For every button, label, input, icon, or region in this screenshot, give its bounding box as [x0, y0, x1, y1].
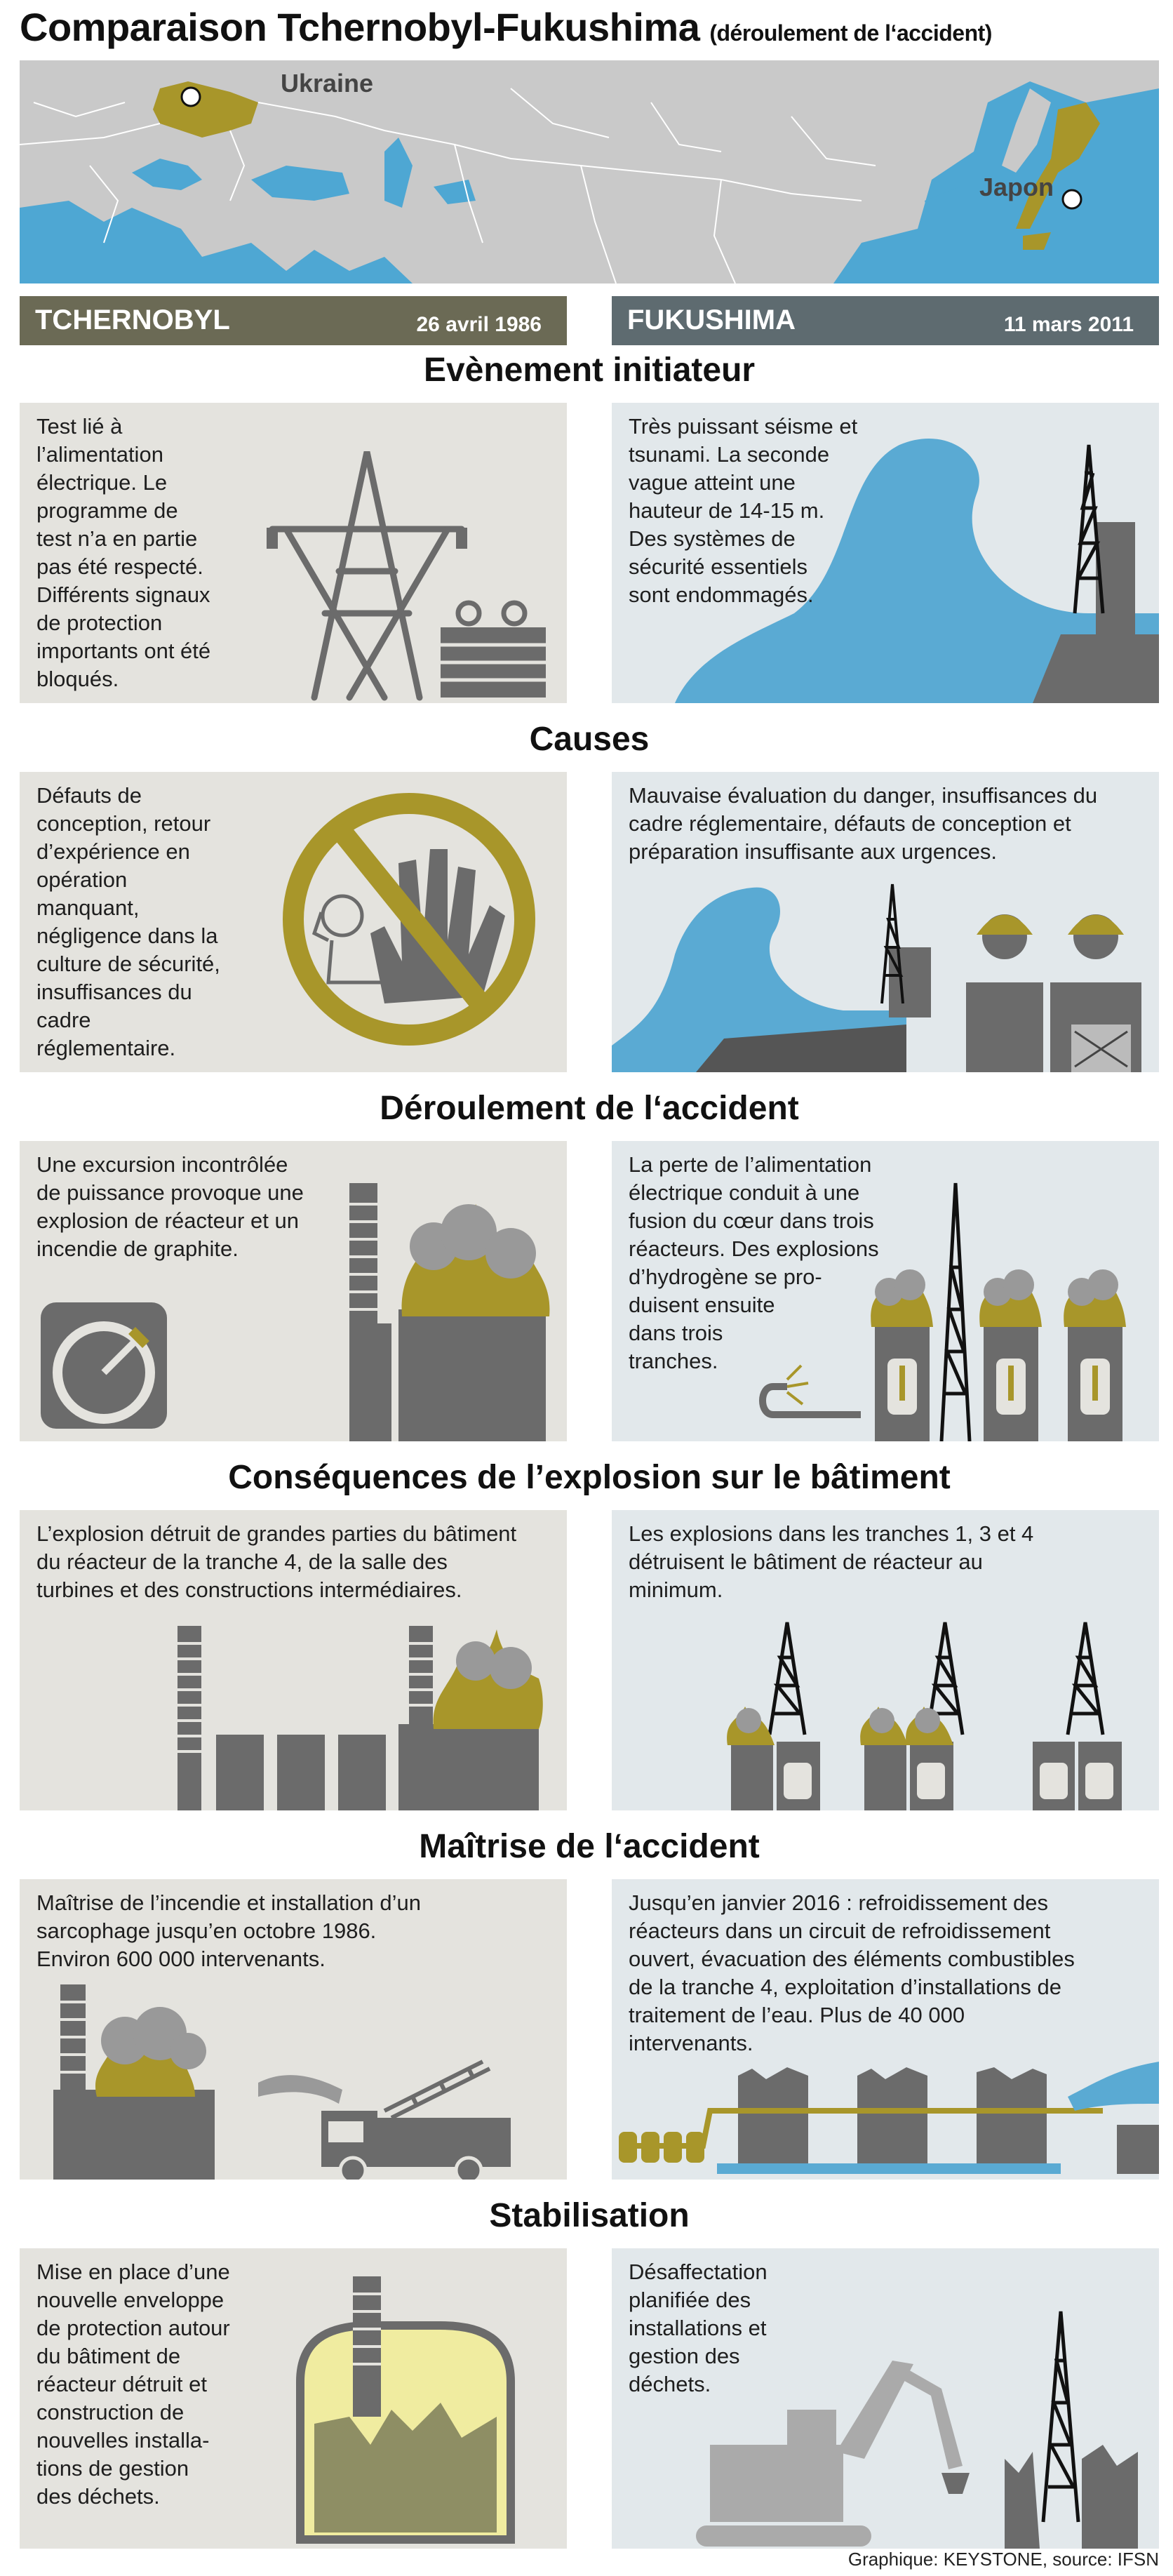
gauge-reactor-fire-icon — [20, 1141, 567, 1441]
overview-map — [20, 60, 1159, 283]
text-line: d’hydrogène se pro- — [629, 1264, 822, 1289]
text-line: hauteur de 14-15 m. — [629, 498, 825, 523]
text-line: Test lié à — [36, 414, 123, 439]
text-line: Mise en place d’une — [36, 2260, 230, 2284]
text-line: pas été respecté. — [36, 554, 203, 579]
text-line: sont endommagés. — [629, 582, 814, 607]
panel-causes-fukushima — [612, 772, 1159, 1072]
section-title-control: Maîtrise de l‘accident — [419, 1828, 760, 1865]
prohibition-hand-icon — [20, 772, 567, 1072]
text-line: construction de — [36, 2400, 185, 2424]
text-line: de puissance provoque une — [36, 1180, 304, 1205]
text-line: importants ont été — [36, 639, 211, 663]
text-line: ouvert, évacuation des éléments combustibles — [629, 1947, 1075, 1971]
text-line: minimum. — [629, 1577, 723, 1602]
chernobyl-date: 26 avril 1986 — [416, 313, 542, 336]
subtitle-text: (déroulement de l‘accident) — [709, 20, 992, 46]
text-line: incendie de graphite. — [36, 1236, 239, 1261]
text-line: test n’a en partie — [36, 526, 198, 551]
text-line: turbines et des constructions intermédiaires. — [36, 1577, 462, 1602]
text-line: L’explosion détruit de grandes parties du bâtiment — [36, 1521, 517, 1546]
text-line: manquant, — [36, 895, 140, 920]
text-line: Jusqu’en janvier 2016 : refroidissement des — [629, 1890, 1048, 1915]
reactors-explosion-icon — [612, 1141, 1159, 1441]
text-line: préparation insuffisante aux urgences. — [629, 839, 998, 864]
sarcophagus-icon — [20, 2248, 567, 2549]
text-line: nouvelles installa- — [36, 2428, 210, 2452]
footer-credit: Graphique: KEYSTONE, source: IFSN — [847, 2549, 1159, 2570]
text-line: traitement de l’eau. Plus de 40 000 — [629, 2003, 965, 2027]
panel-control-chernobyl — [20, 1879, 567, 2180]
text-line: du réacteur de la tranche 4, de la salle des — [36, 1549, 448, 1574]
text-line: de la tranche 4, exploitation d’installations de — [629, 1975, 1061, 1999]
text-initiating-fukushima — [629, 413, 857, 609]
chernobyl-name: TCHERNOBYL — [35, 305, 230, 335]
text-line: l’alimentation — [36, 442, 163, 467]
text-line: conception, retour — [36, 811, 211, 836]
text-line: cadre réglementaire, défauts de conception et — [629, 811, 1071, 836]
section-title-causes: Causes — [529, 721, 650, 758]
text-line: Maîtrise de l’incendie et installation d’un — [36, 1890, 421, 1915]
page-title — [20, 4, 992, 50]
section-title-sequence: Déroulement de l‘accident — [380, 1090, 799, 1127]
text-line: dans trois — [629, 1321, 723, 1345]
panel-initiating-fukushima — [612, 403, 1159, 703]
panel-sequence-fukushima — [612, 1141, 1159, 1441]
text-line: Défauts de — [36, 783, 142, 808]
panel-control-fukushima — [612, 1879, 1159, 2180]
section-title-stabilisation: Stabilisation — [489, 2197, 690, 2234]
text-line: nouvelle enveloppe — [36, 2288, 224, 2312]
excavator-dismantling-icon — [612, 2248, 1159, 2549]
text-line: Très puissant séisme et — [629, 414, 858, 439]
text-line: réacteur détruit et — [36, 2372, 207, 2396]
text-line: Les explosions dans les tranches 1, 3 et 4 — [629, 1521, 1034, 1546]
text-line: sarcophage jusqu’en octobre 1986. — [36, 1918, 377, 1943]
panel-consequences-chernobyl — [20, 1510, 567, 1810]
text-line: du bâtiment de — [36, 2344, 181, 2368]
text-line: tranches. — [629, 1349, 718, 1373]
chernobyl-header — [20, 296, 567, 345]
text-line: intervenants. — [629, 2031, 753, 2055]
text-line: des déchets. — [36, 2484, 160, 2509]
fire-truck-icon — [20, 1879, 567, 2180]
text-line: réacteurs dans un circuit de refroidissement — [629, 1918, 1051, 1943]
panel-stabilisation-fukushima — [612, 2248, 1159, 2549]
section-title-initiating-event: Evènement initiateur — [423, 352, 756, 389]
text-line: électrique. Le — [36, 470, 168, 495]
fukushima-name: FUKUSHIMA — [627, 305, 796, 335]
text-line: de protection — [36, 610, 163, 635]
text-line: négligence dans la — [36, 923, 218, 948]
text-line: explosion de réacteur et un — [36, 1208, 299, 1233]
text-line: La perte de l’alimentation — [629, 1152, 872, 1177]
text-line: culture de sécurité, — [36, 952, 220, 976]
text-line: Différents signaux — [36, 582, 210, 607]
text-line: Une excursion incontrôlée — [36, 1152, 288, 1177]
text-line: de protection autour — [36, 2316, 230, 2340]
text-line: cadre — [36, 1008, 91, 1032]
fukushima-date: 11 mars 2011 — [1003, 313, 1134, 336]
section-title-consequences: Conséquences de l’explosion sur le bâtiment — [228, 1459, 951, 1496]
text-line: fusion du cœur dans trois — [629, 1208, 874, 1233]
text-line: détruisent le bâtiment de réacteur au — [629, 1549, 983, 1574]
text-line: électrique conduit à une — [629, 1180, 860, 1205]
text-line: sécurité essentiels — [629, 554, 808, 579]
text-line: réacteurs. Des explosions — [629, 1236, 879, 1261]
text-line: déchets. — [629, 2372, 711, 2396]
text-line: insuffisances du — [36, 980, 192, 1004]
text-line: Des systèmes de — [629, 526, 796, 551]
panel-consequences-fukushima — [612, 1510, 1159, 1810]
panel-initiating-chernobyl — [20, 403, 567, 703]
fukushima-header — [612, 296, 1159, 345]
text-line: Mauvaise évaluation du danger, insuffisances du — [629, 783, 1098, 808]
panel-sequence-chernobyl — [20, 1141, 567, 1441]
text-line: gestion des — [629, 2344, 740, 2368]
text-line: d’expérience en — [36, 839, 190, 864]
map-graphic — [20, 60, 1159, 283]
power-pylon-icon — [20, 403, 567, 703]
text-line: duisent ensuite — [629, 1293, 775, 1317]
text-line: bloqués. — [36, 667, 119, 691]
text-line: Désaffectation — [629, 2260, 768, 2284]
tsunami-workers-icon — [612, 772, 1159, 1072]
text-line: tsunami. La seconde — [629, 442, 830, 467]
title-text: Comparaison Tchernobyl-Fukushima — [20, 5, 700, 49]
text-line: tions de gestion — [36, 2456, 189, 2481]
reactor-units-icon — [612, 1510, 1159, 1810]
text-line: programme de — [36, 498, 178, 523]
text-line: opération — [36, 867, 128, 892]
text-line: vague atteint une — [629, 470, 796, 495]
cooling-circuit-icon — [612, 1879, 1159, 2180]
panel-causes-chernobyl — [20, 772, 567, 1072]
text-line: réglementaire. — [36, 1036, 176, 1060]
text-line: planifiée des — [629, 2288, 751, 2312]
map-label-japan: Japon — [979, 173, 1054, 201]
panel-stabilisation-chernobyl — [20, 2248, 567, 2549]
text-line: Environ 600 000 intervenants. — [36, 1947, 326, 1971]
text-line: installations et — [629, 2316, 767, 2340]
map-label-ukraine: Ukraine — [281, 69, 374, 98]
destroyed-buildings-icon — [20, 1510, 567, 1810]
